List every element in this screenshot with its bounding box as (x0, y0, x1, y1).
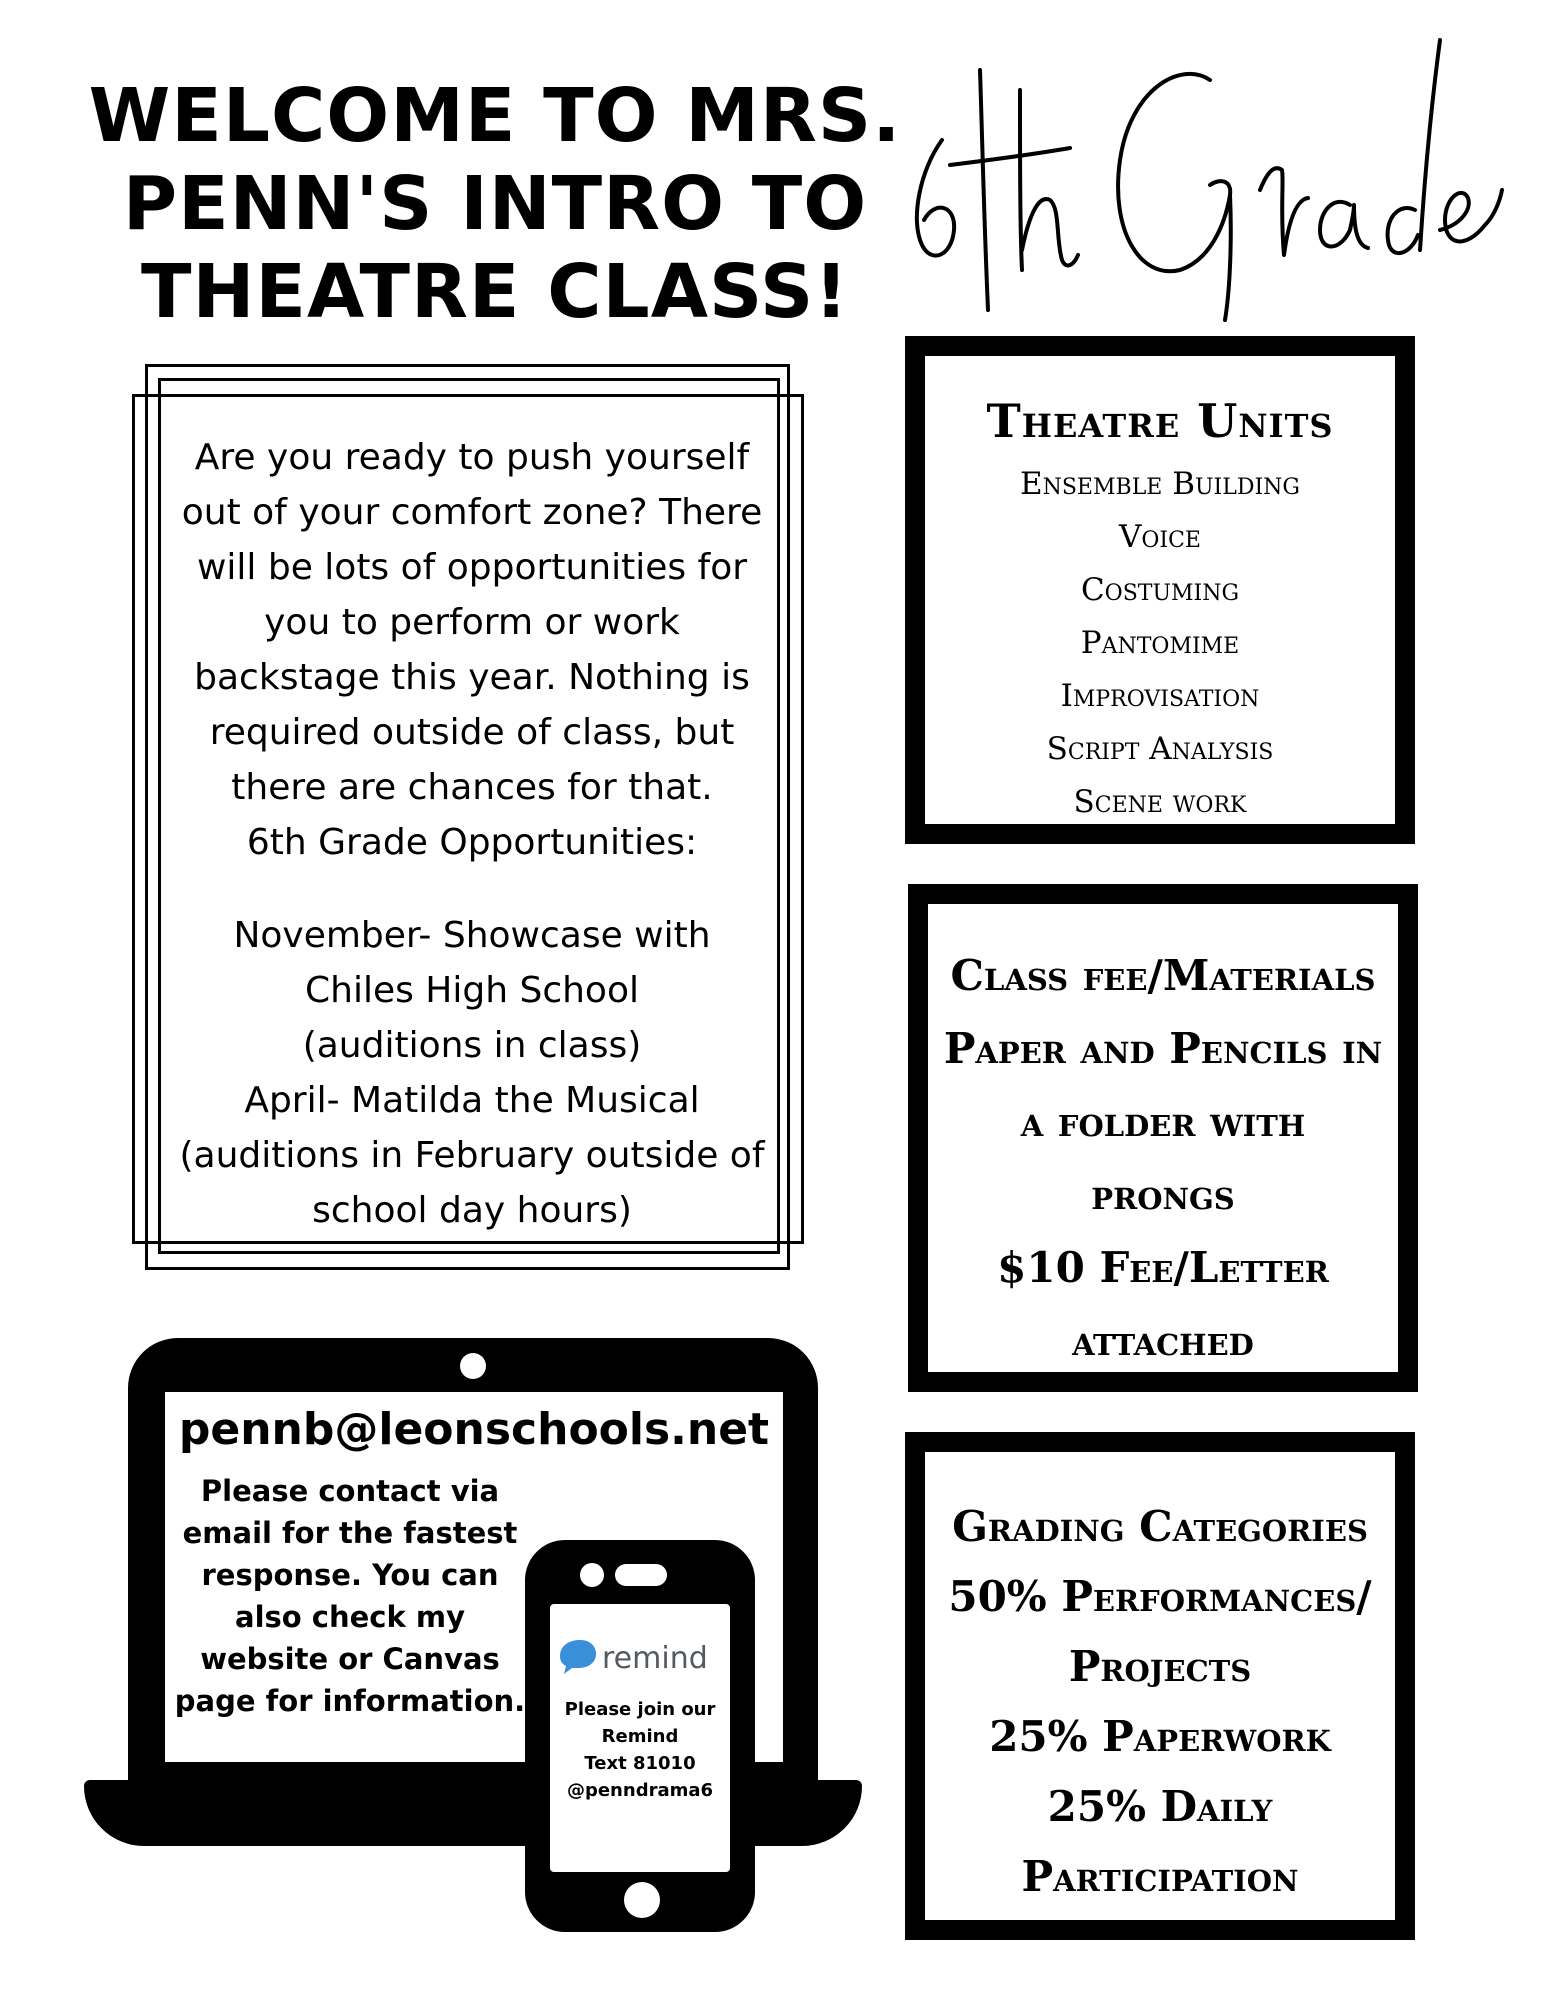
remind-logo-text: remind (602, 1641, 708, 1676)
intro-paragraph: Are you ready to push yourself out of your comfort zone? There will be lots of opportunities for you to perform or work backstage this year. Nothing is required outside of class, but there are chances for that. (181, 437, 763, 808)
unit-item: Pantomime (1080, 625, 1240, 661)
page-title (80, 72, 910, 336)
theatre-units-box (905, 336, 1415, 844)
opportunity-april-line2: (auditions in February outside of school day hours) (179, 1135, 765, 1231)
grading-box (905, 1432, 1415, 1940)
contact-message: Please contact via email for the fastest response. You can also check my website or Canvas page for information. (174, 1474, 526, 1718)
grading-line: 25% Daily (1047, 1782, 1273, 1831)
theatre-units-heading: Theatre Units (986, 394, 1334, 448)
contact-email[interactable]: pennb@leonschools.net (178, 1404, 770, 1455)
title-line-1: WELCOME TO MRS. (88, 73, 902, 159)
phone-home-button (624, 1882, 660, 1918)
materials-line: prongs (1091, 1170, 1235, 1219)
unit-item: Improvisation (1060, 678, 1260, 714)
remind-line-2: Remind (601, 1726, 679, 1747)
remind-logo (556, 1636, 726, 1680)
remind-instructions (552, 1696, 728, 1804)
theatre-units-list (925, 458, 1395, 829)
materials-box (908, 884, 1418, 1392)
title-line-2: PENN'S INTRO TO (122, 161, 868, 247)
remind-line-3: Text 81010 (584, 1753, 696, 1774)
unit-item: Ensemble Building (1019, 466, 1300, 502)
grading-line: Participation (1021, 1852, 1299, 1901)
laptop-camera-dot (460, 1353, 486, 1379)
unit-item: Costuming (1080, 572, 1240, 608)
opportunity-november-line1: November- Showcase with (233, 915, 711, 956)
intro-text-block (172, 430, 772, 1238)
grading-line: 50% Performances/ (948, 1572, 1372, 1621)
materials-line: a folder with (1020, 1097, 1306, 1146)
phone-speaker (615, 1564, 667, 1586)
materials-line: $10 Fee/Letter (997, 1243, 1329, 1292)
materials-line: Class fee/Materials (950, 951, 1376, 1000)
phone-camera-dot (580, 1563, 604, 1587)
opportunity-november-line3: (auditions in class) (302, 1025, 642, 1066)
grading-line: Grading Categories (952, 1502, 1368, 1551)
grading-line: Projects (1068, 1642, 1252, 1691)
opportunity-november-line2: Chiles High School (304, 970, 639, 1011)
opportunity-april-line1: April- Matilda the Musical (244, 1080, 700, 1121)
title-line-3: THEATRE CLASS! (140, 249, 849, 335)
unit-item: Voice (1118, 519, 1201, 555)
grade-script-handwriting (880, 20, 1520, 330)
opportunities-heading: 6th Grade Opportunities: (246, 822, 698, 863)
unit-item: Scene work (1073, 784, 1247, 820)
remind-line-4: @penndrama6 (566, 1780, 714, 1801)
materials-line: Paper and Pencils in (943, 1024, 1383, 1073)
materials-line: attached (1072, 1316, 1254, 1365)
grading-line: 25% Paperwork (989, 1712, 1331, 1761)
unit-item: Script Analysis (1046, 731, 1274, 767)
remind-line-1: Please join our (564, 1699, 716, 1720)
